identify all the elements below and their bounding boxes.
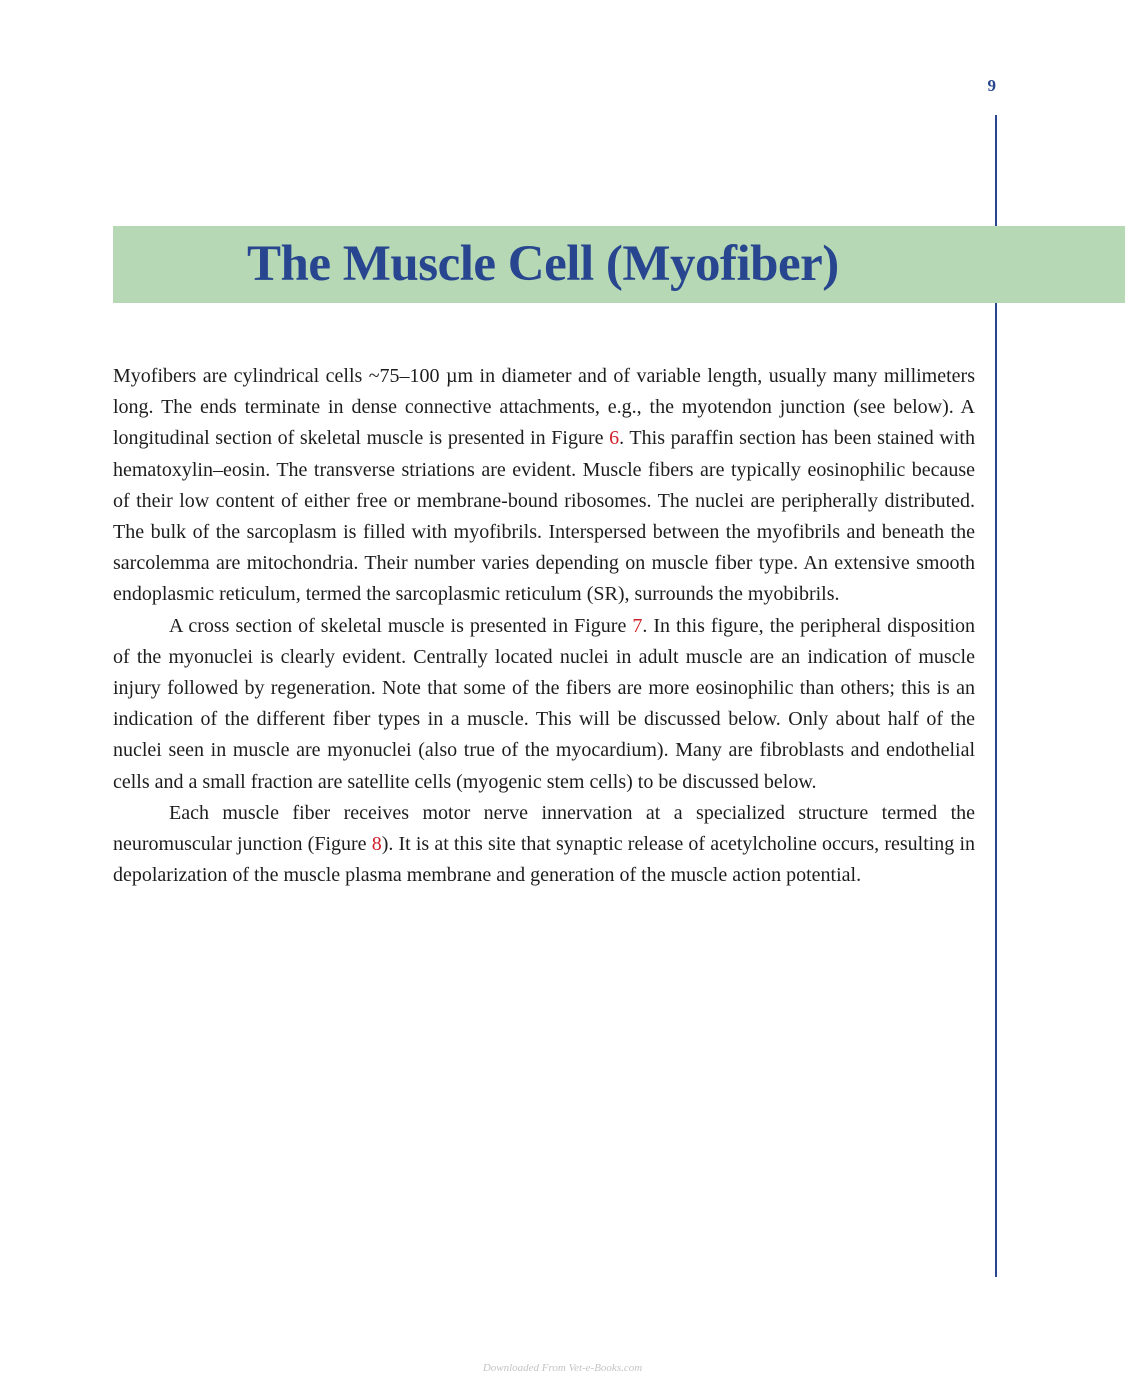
figure-7-link[interactable]: 7 [632, 614, 643, 637]
paragraph-3 [113, 798, 975, 892]
figure-6-link[interactable]: 6 [609, 427, 620, 450]
paragraph-2-text-a: A cross section of skeletal muscle is presented in Figure [169, 614, 633, 637]
paragraph-1 [113, 361, 975, 611]
title-band [113, 226, 1125, 303]
watermark: Downloaded From Vet-e-Books.com [482, 1362, 643, 1374]
page-number: 9 [987, 76, 996, 95]
paragraph-2-text-b: . In this figure, the peripheral disposition of the myonuclei is clearly evident. Centrally located nuclei in adult muscle are an indication of muscle injury followed by regeneration. Note that some of the fibers are more eosinophilic than others; this is an indication of the different fiber types in a muscle. This will be discussed below. Only about half of the nuclei seen in muscle are myonuclei (also true of the myocardium). Many are fibroblasts and endothelial cells and a small fraction are satellite cells (myogenic stem cells) to be discussed below. [113, 614, 976, 793]
paragraph-1-text-a: Myofibers are cylindrical cells ~75–100 µm in diameter and of variable length, usually many millimeters long. The ends terminate in dense connective attachments, e.g., the myotendon junction (see below). A longitudinal section of skeletal muscle is presented in Figure [113, 365, 975, 450]
paragraph-3-text-a: Each muscle fiber receives motor nerve innervation at a specialized structure termed the neuromuscular junction (Figure [113, 801, 975, 856]
paragraph-3-text-b: ). It is at this site that synaptic release of acetylcholine occurs, resulting in depolarization of the muscle plasma membrane and generation of the muscle action potential. [113, 833, 976, 887]
paragraph-2 [113, 611, 975, 798]
chapter-title: The Muscle Cell (Myofiber) [247, 236, 839, 292]
body-text [113, 361, 975, 891]
figure-8-link[interactable]: 8 [371, 833, 382, 856]
paragraph-1-text-b: . This paraffin section has been stained with hematoxylin–eosin. The transverse striations are evident. Muscle fibers are typically eosinophilic because of their low content of either free or membrane-bound ribosomes. The nuclei are peripherally distributed. The bulk of the sarcoplasm is filled with myofibrils. Interspersed between the myofibrils and beneath the sarcolemma are mitochondria. Their number varies depending on muscle fiber type. An extensive smooth endoplasmic reticulum, termed the sarcoplasmic reticulum (SR), surrounds the myobibrils. [113, 427, 975, 606]
